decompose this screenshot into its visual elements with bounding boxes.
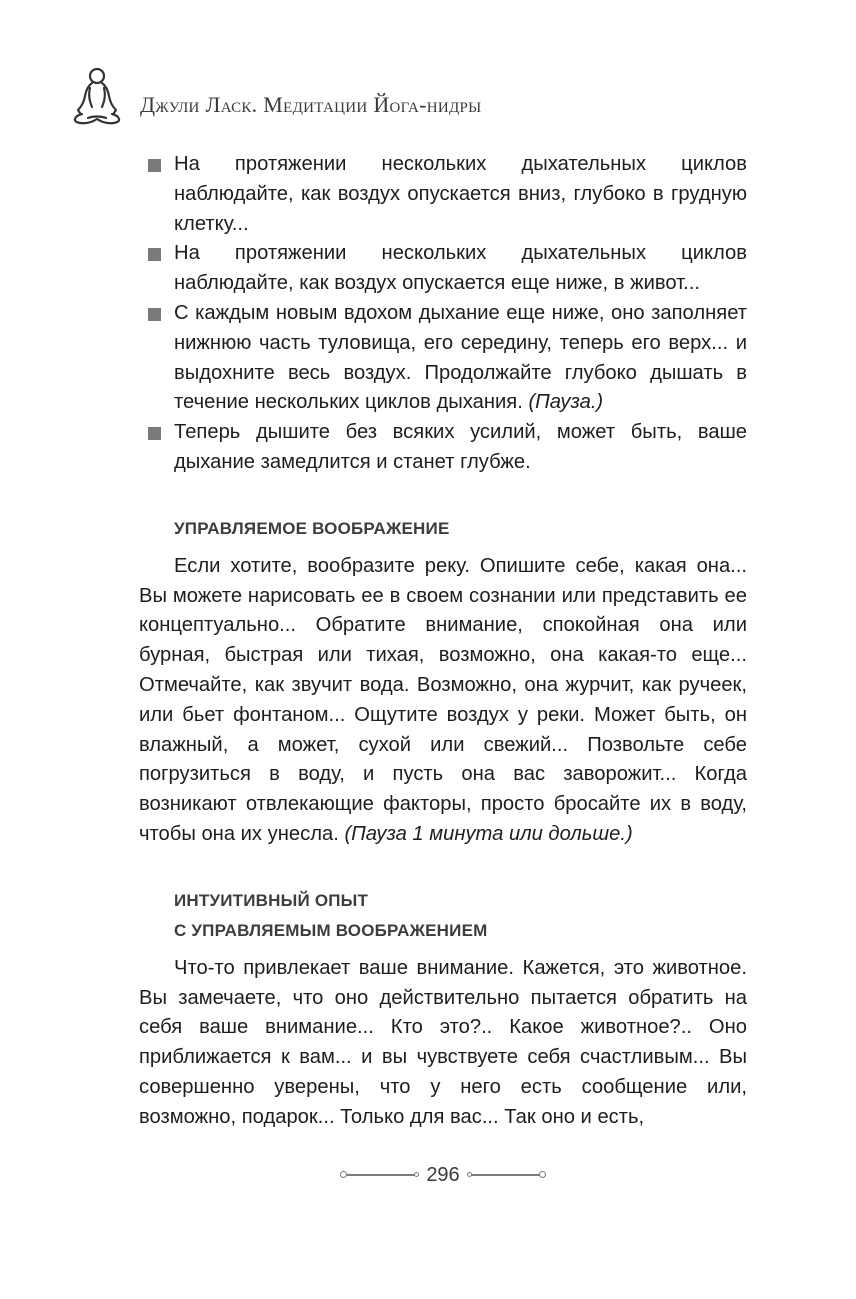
section-heading-line-2: С УПРАВЛЯЕМЫМ ВООБРАЖЕНИЕМ — [174, 920, 488, 940]
meditation-figure-icon — [66, 66, 128, 128]
square-bullet-icon — [148, 159, 161, 172]
page-number: 296 — [426, 1163, 460, 1186]
page-header — [66, 62, 482, 128]
ornament-line-left — [344, 1174, 416, 1176]
ornament-dot-icon — [414, 1172, 419, 1177]
ornament-dot-icon — [539, 1171, 546, 1178]
breathing-steps-list — [139, 150, 747, 478]
page-footer — [340, 1162, 546, 1188]
running-title: Джули Ласк. Медитации Йога-нидры — [140, 92, 482, 117]
list-item: На протяжении нескольких дыхательных циклов наблюдайте, как воздух опускается вниз, глубоко в грудную клетку... — [174, 150, 747, 239]
ornament-dot-icon — [467, 1172, 472, 1177]
square-bullet-icon — [148, 248, 161, 261]
section-paragraph: Что-то привлекает ваше внимание. Кажется, это животное. Вы замечаете, что оно действительно пытается обратить на себя ваше внимание... Кто это?.. Какое животное?.. Оно приближается к вам... и вы чувствуете себя счастливым... Вы совершенно уверены, что у него есть сообщение или, возможно, подарок... Только для вас... Так оно и есть, — [139, 956, 747, 1128]
list-item: На протяжении нескольких дыхательных циклов наблюдайте, как воздух опускается еще ниже, в живот... — [174, 239, 747, 299]
section-heading-line-1: ИНТУИТИВНЫЙ ОПЫТ — [174, 890, 369, 910]
page-body — [139, 150, 747, 1133]
square-bullet-icon — [148, 308, 161, 321]
section-paragraph: Если хотите, вообразите реку. Опишите себе, какая она... Вы можете нарисовать ее в своем сознании или представить ее концептуально... Обратите внимание, спокойная она или бурная, быстрая или тихая, возможно, она какая-то еще... Отмечайте, как звучит вода. Возможно, она журчит, как ручеек, или бьет фонтаном... Ощутите воздух у реки. Может быть, он влажный, а может, сухой или свежий... Позвольте себе погрузиться в воду, и пусть она вас заворожит... Когда возникают отвлекающие факторы, просто бросайте их в воду, чтобы она их унесла. (Пауза 1 минута или дольше.) — [139, 554, 747, 845]
list-item: С каждым новым вдохом дыхание еще ниже, оно заполняет нижнюю часть туловища, его середину, теперь его верх... и выдохните весь воздух. Продолжайте глубоко дышать в течение нескольких циклов дыхания. (Пауза.) — [174, 299, 747, 418]
list-item: Теперь дышите без всяких усилий, может быть, ваше дыхание замедлится и станет глубже. — [174, 418, 747, 478]
square-bullet-icon — [148, 427, 161, 440]
ornament-line-right — [470, 1174, 542, 1176]
ornament-dot-icon — [340, 1171, 347, 1178]
section-heading: УПРАВЛЯЕМОЕ ВООБРАЖЕНИЕ — [174, 518, 450, 538]
